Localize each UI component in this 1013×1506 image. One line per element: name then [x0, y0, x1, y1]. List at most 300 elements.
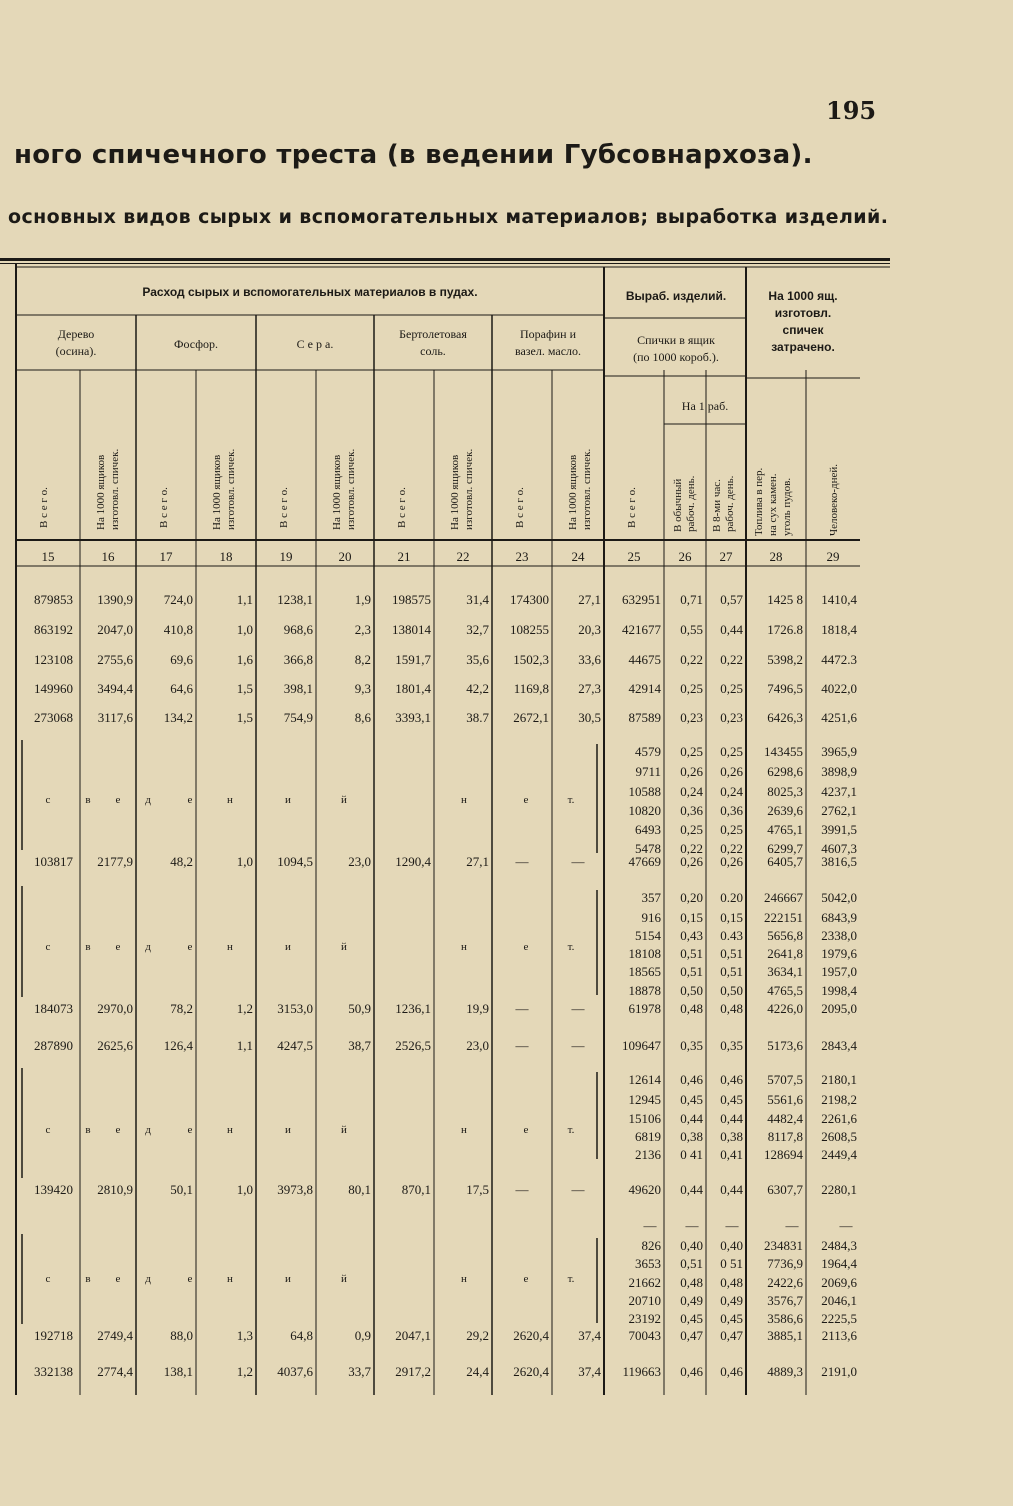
table-cell: 0,20	[680, 890, 703, 905]
header-per1000: спичек	[782, 323, 824, 337]
table-cell: 2484,3	[821, 1238, 857, 1253]
table-cell: 0,41	[720, 1147, 743, 1162]
table-cell: 0,55	[680, 622, 703, 637]
table-cell: 2639,6	[767, 803, 803, 818]
no-data-letter: н	[227, 941, 233, 953]
header-per-worker: На 1 раб.	[681, 399, 729, 413]
table-cell: 23192	[628, 1311, 661, 1326]
table-cell: 0,40	[680, 1238, 703, 1253]
col-label-per1000: На 1000 ящиков	[567, 454, 579, 530]
header-sulfur: С е р а.	[296, 337, 334, 351]
table-cell: 27,3	[578, 681, 601, 696]
table-cell: 1169,8	[513, 681, 549, 696]
table-cell: 332138	[34, 1364, 73, 1379]
table-cell: 1236,1	[395, 1001, 431, 1016]
table-cell: 0,26	[720, 764, 743, 779]
no-data-letter: е	[115, 794, 121, 806]
table-cell: —	[839, 1218, 853, 1233]
table-cell: 0.43	[720, 928, 743, 943]
table-cell: 2810,9	[97, 1182, 133, 1197]
table-cell: 3898,9	[821, 764, 857, 779]
table-cell: 50,1	[170, 1182, 193, 1197]
table-cell: 7496,5	[767, 681, 803, 696]
table-cell: 0 41	[680, 1147, 703, 1162]
header-phosphorus: Фосфор.	[173, 337, 219, 351]
table-cell: 1238,1	[277, 592, 313, 607]
no-data-letter: с	[45, 941, 51, 953]
table-cell: 27,1	[578, 592, 601, 607]
table-cell: 0,15	[680, 910, 703, 925]
table-cell: 8025,3	[767, 784, 803, 799]
table-cell: 724,0	[163, 592, 193, 607]
table-cell: 2843,4	[821, 1038, 857, 1053]
table-cell: —	[685, 1218, 699, 1233]
table-cell: 2625,6	[97, 1038, 133, 1053]
table-cell: 4579	[635, 744, 661, 759]
table-cell: 4607,3	[821, 841, 857, 856]
table-cell: 4226,0	[767, 1001, 803, 1016]
table-cell: 1,2	[236, 1001, 253, 1016]
table-cell: 5478	[635, 841, 661, 856]
table-cell: 17,5	[466, 1182, 489, 1197]
table-cell: 126,4	[163, 1038, 193, 1053]
table-cell: 0,15	[720, 910, 743, 925]
table-cell: 6819	[635, 1129, 661, 1144]
column-number: 16	[101, 549, 115, 564]
table-cell: 1502,3	[513, 652, 549, 667]
table-cell: 0,23	[720, 710, 743, 725]
table-cell: 5656,8	[767, 928, 803, 943]
table-cell: 234831	[764, 1238, 803, 1253]
no-data-letter: н	[461, 1273, 467, 1285]
col-label-per1000: изготовл. спичек.	[463, 448, 475, 530]
table-cell: 48,2	[170, 854, 193, 869]
header-paraffin: Порафин и	[519, 327, 577, 341]
table-cell: 8,2	[354, 652, 371, 667]
col-label-total: В с е г о.	[514, 487, 526, 528]
table-cell: 0,46	[680, 1072, 703, 1087]
table-cell: —	[725, 1218, 739, 1233]
table-cell: 0.20	[720, 890, 743, 905]
table-cell: 1,0	[236, 1182, 253, 1197]
table-cell: 3885,1	[767, 1328, 803, 1343]
table-cell: 0,51	[720, 946, 743, 961]
table-cell: 61978	[628, 1001, 661, 1016]
header-berthollet: соль.	[420, 344, 446, 358]
table-cell: 38.7	[466, 710, 489, 725]
column-number: 19	[279, 549, 293, 564]
table-cell: 0,48	[680, 1275, 703, 1290]
table-cell: 2422,6	[767, 1275, 803, 1290]
table-cell: 2,3	[354, 622, 371, 637]
table-cell: 38,7	[348, 1038, 371, 1053]
no-data-letter: е	[187, 1273, 193, 1285]
table-cell: 2608,5	[821, 1129, 857, 1144]
table-cell: 10588	[628, 784, 661, 799]
table-cell: 12945	[628, 1092, 661, 1107]
table-cell: 5173,6	[767, 1038, 803, 1053]
table-cell: 88,0	[170, 1328, 193, 1343]
col-label-per1000: изготовл. спичек.	[581, 448, 593, 530]
col-label-per1000: изготовл. спичек.	[109, 448, 121, 530]
table-cell: 1,2	[236, 1364, 253, 1379]
table-cell: 6405,7	[767, 854, 803, 869]
no-data-letter: н	[227, 1124, 233, 1136]
table-cell: 49620	[628, 1182, 661, 1197]
table-cell: 1,0	[236, 854, 253, 869]
table-cell: 12614	[628, 1072, 661, 1087]
table-cell: 4889,3	[767, 1364, 803, 1379]
table-cell: 8117,8	[767, 1129, 803, 1144]
table-cell: —	[515, 1001, 529, 1016]
table-cell: 9711	[635, 764, 661, 779]
table-cell: 1818,4	[821, 622, 857, 637]
no-data-letter: е	[115, 1124, 121, 1136]
table-cell: 754,9	[283, 710, 313, 725]
column-number: 22	[456, 549, 470, 564]
header-matches: (по 1000 короб.).	[633, 350, 719, 364]
table-cell: 3653	[635, 1256, 661, 1271]
table-cell: —	[571, 1038, 585, 1053]
table-cell: 184073	[34, 1001, 73, 1016]
no-data-letter: е	[523, 1124, 529, 1136]
column-number: 27	[719, 549, 733, 564]
no-data-letter: д	[145, 794, 151, 806]
table-cell: 7736,9	[767, 1256, 803, 1271]
table-cell: 3816,5	[821, 854, 857, 869]
table-cell: 1,5	[236, 681, 253, 696]
table-cell: 6843,9	[821, 910, 857, 925]
no-data-letter: й	[341, 1273, 347, 1285]
no-data-letter: д	[145, 1273, 151, 1285]
col-label-per1000: На 1000 ящиков	[449, 454, 461, 530]
col-label-eight-hour: В 8-ми час.	[711, 479, 723, 532]
table-cell: 0,51	[680, 1256, 703, 1271]
table-cell: —	[571, 1182, 585, 1197]
header-per1000: затрачено.	[771, 340, 835, 354]
table-cell: 33,6	[578, 652, 601, 667]
table-cell: 410,8	[163, 622, 193, 637]
table-cell: 222151	[764, 910, 803, 925]
table-cell: 35,6	[466, 652, 489, 667]
col-label-fuel: уголь пудов.	[781, 477, 793, 536]
table-cell: 1,1	[236, 1038, 253, 1053]
table-cell: 2191,0	[821, 1364, 857, 1379]
table-cell: 0,36	[680, 803, 703, 818]
col-label-ordinary-day: рабоч. день.	[685, 475, 697, 532]
table-cell: 3117,6	[97, 710, 133, 725]
table-cell: 3576,7	[767, 1293, 803, 1308]
table-cell: 6426,3	[767, 710, 803, 725]
table-cell: 80,1	[348, 1182, 371, 1197]
table-cell: 23,0	[466, 1038, 489, 1053]
table-cell: 0,35	[720, 1038, 743, 1053]
table-cell: —	[571, 1001, 585, 1016]
table-cell: 0,50	[720, 983, 743, 998]
table-cell: 2620,4	[513, 1364, 549, 1379]
table-cell: 139420	[34, 1182, 73, 1197]
header-per1000: На 1000 ящ.	[768, 289, 838, 303]
table-cell: 2970,0	[97, 1001, 133, 1016]
table-cell: 29,2	[466, 1328, 489, 1343]
table-cell: 2177,9	[97, 854, 133, 869]
table-cell: 143455	[764, 744, 803, 759]
table-cell: 4237,1	[821, 784, 857, 799]
table-cell: 0,26	[680, 764, 703, 779]
col-label-total: В с е г о.	[278, 487, 290, 528]
table-cell: 2526,5	[395, 1038, 431, 1053]
header-wood: (осина).	[55, 344, 97, 358]
table-cell: 366,8	[283, 652, 313, 667]
table-cell: 174300	[510, 592, 549, 607]
table-cell: 0,45	[720, 1092, 743, 1107]
table-cell: 1998,4	[821, 983, 857, 998]
table-cell: 2762,1	[821, 803, 857, 818]
table-cell: 4022,0	[821, 681, 857, 696]
table-cell: 0,57	[720, 592, 743, 607]
table-cell: 2180,1	[821, 1072, 857, 1087]
column-number: 26	[678, 549, 692, 564]
no-data-letter: в	[85, 794, 91, 806]
table-cell: —	[515, 854, 529, 869]
no-data-letter: д	[145, 1124, 151, 1136]
table-cell: 0,38	[680, 1129, 703, 1144]
header-wood: Дерево	[57, 327, 95, 341]
col-label-fuel: Топлива в пер.	[753, 467, 765, 536]
table-cell: 0,45	[680, 1311, 703, 1326]
no-data-letter: н	[227, 794, 233, 806]
table-cell: 0,49	[680, 1293, 703, 1308]
no-data-letter: т.	[567, 1273, 575, 1285]
table-cell: 18565	[628, 964, 661, 979]
table-cell: 916	[641, 910, 661, 925]
no-data-letter: е	[187, 794, 193, 806]
table-cell: 1,6	[236, 652, 253, 667]
table-cell: 826	[641, 1238, 661, 1253]
col-label-ordinary-day: В обычный	[672, 478, 684, 532]
col-label-total: В с е г о.	[38, 487, 50, 528]
table-cell: 1094,5	[277, 854, 313, 869]
table-cell: 78,2	[170, 1001, 193, 1016]
table-cell: 6493	[635, 822, 661, 837]
table-cell: 32,7	[466, 622, 489, 637]
no-data-letter: е	[523, 794, 529, 806]
table-cell: 134,2	[163, 710, 193, 725]
table-cell: 2113,6	[821, 1328, 857, 1343]
table-cell: 119663	[622, 1364, 661, 1379]
table-cell: 0,47	[720, 1328, 743, 1343]
table-cell: 10820	[628, 803, 661, 818]
table-cell: 0,51	[680, 964, 703, 979]
table-cell: 0,44	[680, 1182, 703, 1197]
table-cell: 0,22	[680, 841, 703, 856]
table-cell: 21662	[628, 1275, 661, 1290]
table-cell: 0,44	[720, 1111, 743, 1126]
table-cell: 1290,4	[395, 854, 431, 869]
table-cell: 0,24	[680, 784, 703, 799]
table-cell: 50,9	[348, 1001, 371, 1016]
table-cell: 198575	[392, 592, 431, 607]
no-data-letter: т.	[567, 794, 575, 806]
table-cell: 0,44	[720, 622, 743, 637]
no-data-letter: е	[187, 941, 193, 953]
no-data-letter: в	[85, 941, 91, 953]
column-number: 29	[826, 549, 840, 564]
table-cell: 0,47	[680, 1328, 703, 1343]
table-cell: 1957,0	[821, 964, 857, 979]
table-cell: 2280,1	[821, 1182, 857, 1197]
col-label-total: В с е г о.	[396, 487, 408, 528]
table-cell: 0,38	[720, 1129, 743, 1144]
table-cell: 273068	[34, 710, 73, 725]
page-number: 195	[826, 96, 877, 125]
no-data-letter: н	[461, 1124, 467, 1136]
table-cell: 27,1	[466, 854, 489, 869]
table-cell: 192718	[34, 1328, 73, 1343]
table-cell: 0,46	[680, 1364, 703, 1379]
table-cell: 0,22	[720, 841, 743, 856]
table-cell: 1425 8	[767, 592, 803, 607]
page-subtitle: основных видов сырых и вспомогательных материалов; выработка изделий.	[8, 206, 889, 228]
table-cell: 138,1	[163, 1364, 193, 1379]
column-number: 21	[397, 549, 411, 564]
table-cell: 2917,2	[395, 1364, 431, 1379]
no-data-letter: е	[523, 1273, 529, 1285]
table-cell: 70043	[628, 1328, 661, 1343]
table-cell: 0,23	[680, 710, 703, 725]
table-cell: 632951	[622, 592, 661, 607]
table-cell: 246667	[764, 890, 803, 905]
table-cell: 0,46	[720, 1364, 743, 1379]
column-number: 18	[219, 549, 233, 564]
table-cell: 18108	[628, 946, 661, 961]
no-data-letter: с	[45, 1124, 51, 1136]
table-cell: 1979,6	[821, 946, 857, 961]
table-cell: 0 51	[720, 1256, 743, 1271]
table-cell: 42914	[628, 681, 661, 696]
table-cell: 1726.8	[767, 622, 803, 637]
col-label-per1000: изготовл. спичек.	[345, 448, 357, 530]
table-cell: 138014	[392, 622, 431, 637]
table-cell: 2046,1	[821, 1293, 857, 1308]
table-cell: —	[515, 1182, 529, 1197]
no-data-letter: в	[85, 1124, 91, 1136]
no-data-letter: в	[85, 1273, 91, 1285]
column-number: 17	[159, 549, 173, 564]
table-cell: 5154	[635, 928, 661, 943]
no-data-letter: д	[145, 941, 151, 953]
table-cell: 3634,1	[767, 964, 803, 979]
table-cell: 4251,6	[821, 710, 857, 725]
no-data-letter: н	[461, 941, 467, 953]
table-cell: 2136	[635, 1147, 661, 1162]
table-cell: 4482,4	[767, 1111, 803, 1126]
table-cell: 863192	[34, 622, 73, 637]
no-data-letter: с	[45, 794, 51, 806]
table-cell: 3991,5	[821, 822, 857, 837]
table-cell: 4037,6	[277, 1364, 313, 1379]
no-data-letter: й	[341, 794, 347, 806]
table-cell: 6298,6	[767, 764, 803, 779]
table-cell: 20710	[628, 1293, 661, 1308]
no-data-letter: н	[227, 1273, 233, 1285]
table-cell: 19,9	[466, 1001, 489, 1016]
table-cell: 37,4	[578, 1364, 601, 1379]
table-cell: 0,51	[680, 946, 703, 961]
table-cell: 0,46	[720, 1072, 743, 1087]
no-data-letter: и	[285, 941, 291, 953]
table-cell: 0,25	[720, 681, 743, 696]
table-cell: 2047,1	[395, 1328, 431, 1343]
table-cell: 0,48	[680, 1001, 703, 1016]
table-cell: 1,3	[236, 1328, 253, 1343]
table-cell: 0,25	[720, 744, 743, 759]
table-cell: 128694	[764, 1147, 803, 1162]
table-cell: 0,26	[720, 854, 743, 869]
col-label-per1000: На 1000 ящиков	[211, 454, 223, 530]
table-cell: 1,9	[354, 592, 371, 607]
table-cell: 2774,4	[97, 1364, 133, 1379]
col-label-per1000: изготовл. спичек.	[225, 448, 237, 530]
table-cell: —	[515, 1038, 529, 1053]
table-cell: 1801,4	[395, 681, 431, 696]
table-cell: 2198,2	[821, 1092, 857, 1107]
table-cell: —	[643, 1218, 657, 1233]
table-cell: 64,8	[290, 1328, 313, 1343]
header-expense: Расход сырых и вспомогательных материалов в пудах.	[142, 285, 478, 299]
col-label-total: В с е г о.	[158, 487, 170, 528]
table-cell: 5707,5	[767, 1072, 803, 1087]
table-cell: 6307,7	[767, 1182, 803, 1197]
no-data-letter: е	[115, 941, 121, 953]
table-cell: 4472.3	[821, 652, 857, 667]
header-per1000: изготовл.	[774, 306, 832, 320]
column-number: 25	[627, 549, 641, 564]
table-cell: 123108	[34, 652, 73, 667]
table-cell: 0,24	[720, 784, 743, 799]
table-cell: 0,51	[720, 964, 743, 979]
table-cell: 33,7	[348, 1364, 371, 1379]
table-cell: —	[571, 854, 585, 869]
table-cell: 47669	[628, 854, 661, 869]
no-data-letter: и	[285, 794, 291, 806]
table-cell: 69,6	[170, 652, 193, 667]
table-cell: 37,4	[578, 1328, 601, 1343]
no-data-letter: т.	[567, 1124, 575, 1136]
table-cell: 870,1	[401, 1182, 431, 1197]
table-cell: 1,5	[236, 710, 253, 725]
table-cell: 24,4	[466, 1364, 489, 1379]
no-data-letter: и	[285, 1124, 291, 1136]
col-label-fuel: на сух камен.	[767, 473, 779, 536]
table-cell: 3153,0	[277, 1001, 313, 1016]
table-cell: 3586,6	[767, 1311, 803, 1326]
table-cell: 2672,1	[513, 710, 549, 725]
table-cell: 421677	[622, 622, 661, 637]
table-cell: 1410,4	[821, 592, 857, 607]
header-matches: Спички в ящик	[637, 333, 715, 347]
col-label-eight-hour: рабоч. день.	[724, 475, 736, 532]
table-cell: 1390,9	[97, 592, 133, 607]
table-cell: 30,5	[578, 710, 601, 725]
table-cell: 2069,6	[821, 1275, 857, 1290]
table-cell: 87589	[628, 710, 661, 725]
table-cell: 18878	[628, 983, 661, 998]
table-cell: 3494,4	[97, 681, 133, 696]
column-number: 20	[338, 549, 352, 564]
header-berthollet: Бертолетовая	[399, 327, 467, 341]
table-cell: 0,44	[680, 1111, 703, 1126]
